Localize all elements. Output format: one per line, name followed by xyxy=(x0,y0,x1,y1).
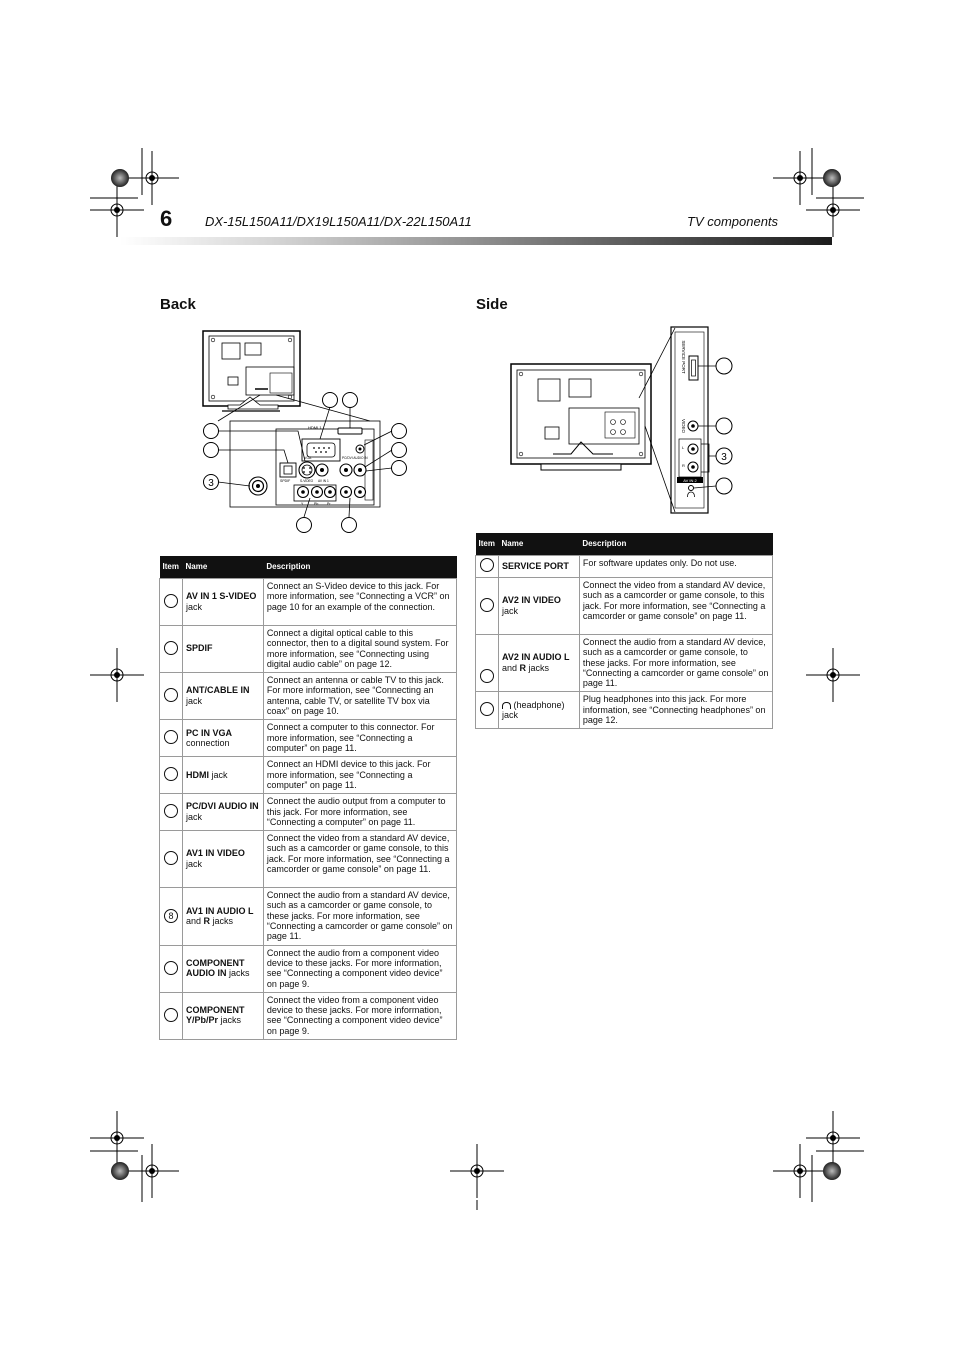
r-label: R xyxy=(682,463,685,468)
item-number-badge xyxy=(164,804,178,818)
av-in-1-label: AV IN 1 xyxy=(318,479,329,483)
component-name-part: R xyxy=(203,915,211,926)
component-type: jacks xyxy=(229,968,250,979)
component-type: connection xyxy=(185,737,230,748)
component-description: Connect a computer to this connector. For more information, see “Connecting a computer” on page 11. xyxy=(263,720,456,757)
side-heading: Side xyxy=(476,296,508,313)
item-number-badge: 8 xyxy=(164,909,178,923)
component-description: Connect the audio from a standard AV device, such as a camcorder or game console, to these jacks. For more information, see “Connecting a camcorder or game console” on page 11. xyxy=(263,888,456,945)
header-name: Name xyxy=(498,533,579,556)
table-header-row xyxy=(476,533,773,556)
y-label: Y xyxy=(301,502,304,506)
table-row xyxy=(160,831,457,888)
component-type: jacks xyxy=(220,1015,242,1026)
side-diagram xyxy=(505,322,740,518)
component-name: COMPONENT Y/Pb/Pr xyxy=(185,1005,245,1026)
table-row xyxy=(476,556,773,578)
header-item: Item xyxy=(476,533,499,556)
s-video-label: S-VIDEO xyxy=(300,479,314,483)
component-description: Connect the video from a component video device to these jacks. For more information, see “Connecting a component video device” on page 9. xyxy=(263,992,456,1039)
component-name: AV1 IN AUDIO L xyxy=(185,905,254,916)
component-name: COMPONENT AUDIO IN xyxy=(185,957,245,979)
component-type: jack xyxy=(185,858,202,869)
component-name: AV2 IN AUDIO L xyxy=(501,652,570,663)
component-name: AV1 IN VIDEO xyxy=(185,848,245,859)
item-number-badge xyxy=(164,641,178,655)
spdif-label: SPDIF xyxy=(280,479,291,483)
back-diagram xyxy=(200,325,415,540)
headphone-icon xyxy=(502,702,511,709)
component-name-part: R xyxy=(519,662,527,673)
l-label: L xyxy=(682,445,685,450)
header-description: Description xyxy=(263,556,456,579)
component-description: Connect the video from a standard AV device, such as a camcorder or game console, to this jack. For more information, see “Connecting a camcorder or game console” on page 11. xyxy=(579,578,772,635)
component-name: SPDIF xyxy=(185,643,213,654)
component-name: ANT/CABLE IN xyxy=(185,685,250,696)
page-number: 6 xyxy=(160,206,173,231)
table-row xyxy=(160,888,457,945)
side-components-table xyxy=(475,533,773,729)
table-row xyxy=(160,992,457,1039)
item-number-badge xyxy=(164,851,178,865)
back-heading: Back xyxy=(160,296,196,313)
table-row xyxy=(476,692,773,729)
component-description: Connect a digital optical cable to this connector, then to a digital sound system. For more information, see “Connecting using digital audio cable” on page 12. xyxy=(263,626,456,673)
component-name: (headphone) xyxy=(513,699,565,710)
pb-label: Pb xyxy=(314,502,319,506)
item-number-badge xyxy=(480,558,494,572)
component-type: jack xyxy=(211,769,228,780)
video-label: VIDEO xyxy=(681,418,686,434)
hdmi-label: HDMI 1 xyxy=(308,425,322,430)
table-row xyxy=(160,757,457,794)
component-type: jack xyxy=(501,709,518,720)
table-row xyxy=(160,673,457,720)
component-type: jacks xyxy=(212,915,234,926)
component-name: AV IN 1 S-VIDEO xyxy=(185,591,257,602)
component-description: For software updates only. Do not use. xyxy=(579,556,772,578)
table-row xyxy=(160,626,457,673)
item-number-badge xyxy=(164,767,178,781)
table-row xyxy=(160,945,457,992)
back-callout-3: 3 xyxy=(208,478,214,489)
component-description: Connect an S-Video device to this jack. For more information, see “Connecting a VCR” on page 10 for an example of the connection. xyxy=(263,579,456,626)
pr-label: Pr xyxy=(327,502,331,506)
component-description: Connect an antenna or cable TV to this jack. For more information, see “Connecting an antenna, cable TV, or satellite TV box via coax” on page 10. xyxy=(263,673,456,720)
item-number-badge xyxy=(480,669,494,683)
av-in-2-label: AV IN 2 xyxy=(683,478,697,483)
component-description: Connect the audio from a standard AV device, such as a camcorder or game console, to these jacks. For more information, see “Connecting a camcorder or game console” on page 11. xyxy=(579,635,772,692)
vga-label: VGA xyxy=(304,456,312,460)
component-description: Plug headphones into this jack. For more information, see “Connecting headphones” on page 12. xyxy=(579,692,772,729)
component-description: Connect an HDMI device to this jack. For more information, see “Connecting a computer” on page 11. xyxy=(263,757,456,794)
item-number-badge xyxy=(164,594,178,608)
item-number-badge xyxy=(164,688,178,702)
component-name: HDMI xyxy=(185,769,209,780)
header-name: Name xyxy=(182,556,263,579)
component-name: PC/DVI AUDIO IN xyxy=(185,801,259,812)
component-type: jack xyxy=(185,695,202,706)
header-item: Item xyxy=(160,556,183,579)
table-row xyxy=(476,635,773,692)
component-description: Connect the video from a standard AV device, such as a camcorder or game console, to this jack. For more information, see “Connecting a camcorder or game console” on page 11. xyxy=(263,831,456,888)
component-type: jack xyxy=(185,811,202,822)
item-number-badge xyxy=(164,1008,178,1022)
table-row xyxy=(476,578,773,635)
component-name: SERVICE PORT xyxy=(501,560,569,571)
header-description: Description xyxy=(579,533,772,556)
pc-dvi-label: PC/DVI AUDIO IN xyxy=(342,456,368,460)
item-number-badge xyxy=(480,598,494,612)
item-number-badge xyxy=(164,961,178,975)
table-row xyxy=(160,579,457,626)
table-row xyxy=(160,720,457,757)
section-title: TV components xyxy=(687,214,779,229)
component-type: jack xyxy=(501,605,518,616)
table-header-row xyxy=(160,556,457,579)
component-type: and xyxy=(185,915,202,926)
component-type: jacks xyxy=(528,662,550,673)
component-type: and xyxy=(501,662,518,673)
component-name: AV2 IN VIDEO xyxy=(501,595,561,606)
model-numbers: DX-15L150A11/DX19L150A11/DX-22L150A11 xyxy=(205,214,472,229)
side-callout-3: 3 xyxy=(721,452,727,463)
item-number-badge xyxy=(480,702,494,716)
header-rule xyxy=(120,237,832,245)
table-row xyxy=(160,794,457,831)
item-number-badge xyxy=(164,730,178,744)
back-components-table xyxy=(159,556,457,1040)
component-name: PC IN VGA xyxy=(185,727,232,738)
component-description: Connect the audio output from a computer to this jack. For more information, see “Connecting a computer” on page 11. xyxy=(263,794,456,831)
service-port-label: SERVICE PORT xyxy=(681,340,686,374)
component-type: jack xyxy=(185,601,202,612)
component-description: Connect the audio from a component video device to these jacks. For more information, see “Connecting a component video device” on page 9. xyxy=(263,945,456,992)
